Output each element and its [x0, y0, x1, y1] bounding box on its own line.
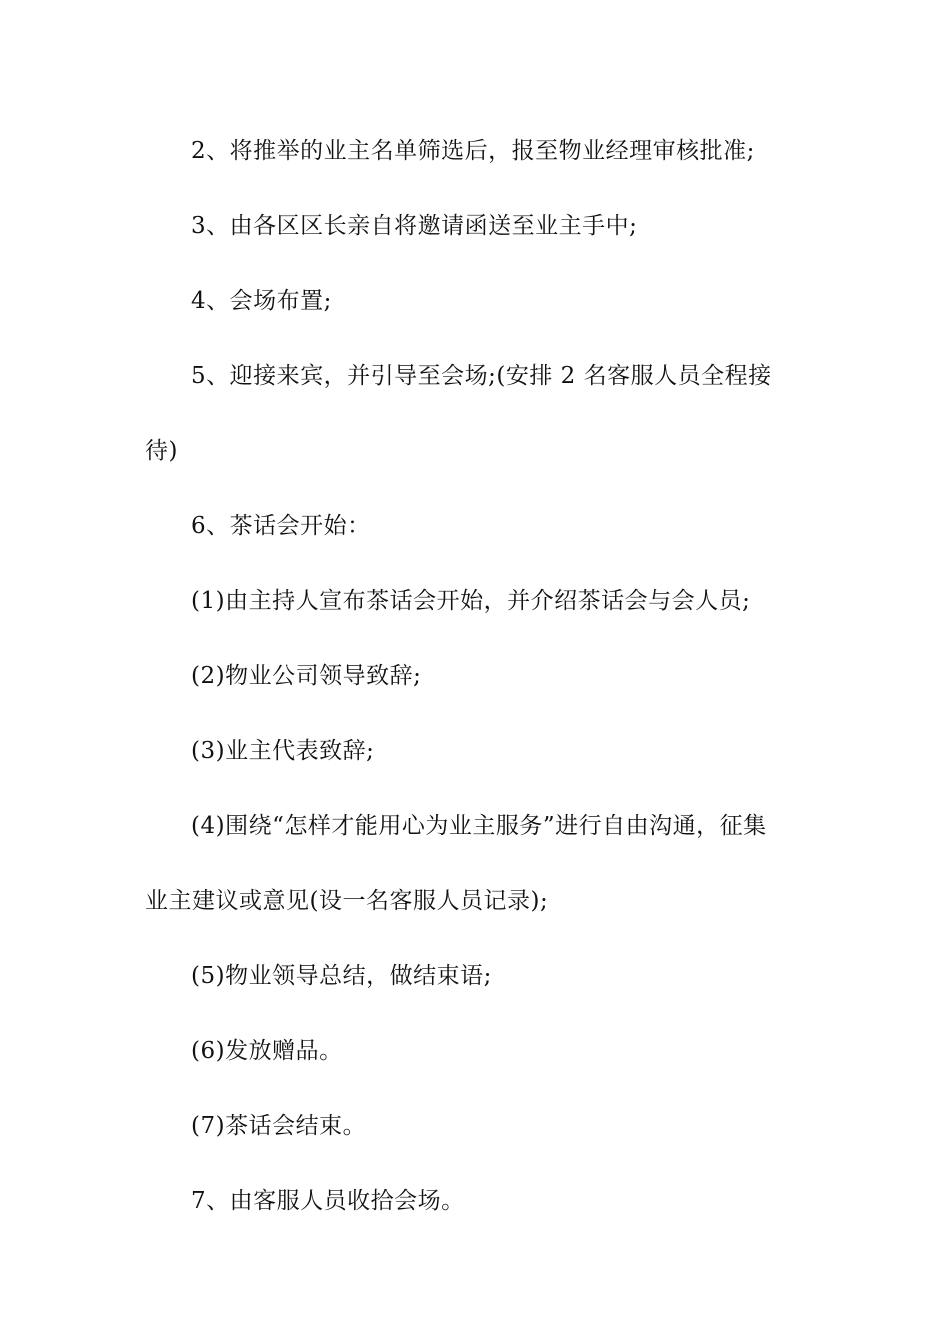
- step-6-line: 6、茶话会开始：: [191, 513, 371, 539]
- step-4-line: 4、会场布置;: [191, 288, 332, 314]
- substep-2-line: (2)物业公司领导致辞;: [191, 663, 422, 689]
- step-2-line: 2、将推举的业主名单筛选后，报至物业经理审核批准;: [191, 138, 755, 164]
- step-7-line: 7、由客服人员收拾会场。: [191, 1188, 465, 1214]
- substep-4-line: (4)围绕“怎样才能用心为业主服务”进行自由沟通，征集: [191, 813, 767, 839]
- step-5-continuation: 待): [145, 438, 178, 464]
- substep-3-line: (3)业主代表致辞;: [191, 738, 375, 764]
- step-5-line: 5、迎接来宾，并引导至会场;(安排 2 名客服人员全程接: [191, 363, 772, 389]
- substep-1-line: (1)由主持人宣布茶话会开始，并介绍茶话会与会人员;: [191, 588, 751, 614]
- substep-5-line: (5)物业领导总结，做结束语;: [191, 963, 492, 989]
- substep-4-continuation: 业主建议或意见(设一名客服人员记录);: [145, 888, 549, 914]
- substep-6-line: (6)发放赠品。: [191, 1038, 343, 1064]
- substep-7-line: (7)茶话会结束。: [191, 1113, 367, 1139]
- step-3-line: 3、由各区区长亲自将邀请函送至业主手中;: [191, 213, 638, 239]
